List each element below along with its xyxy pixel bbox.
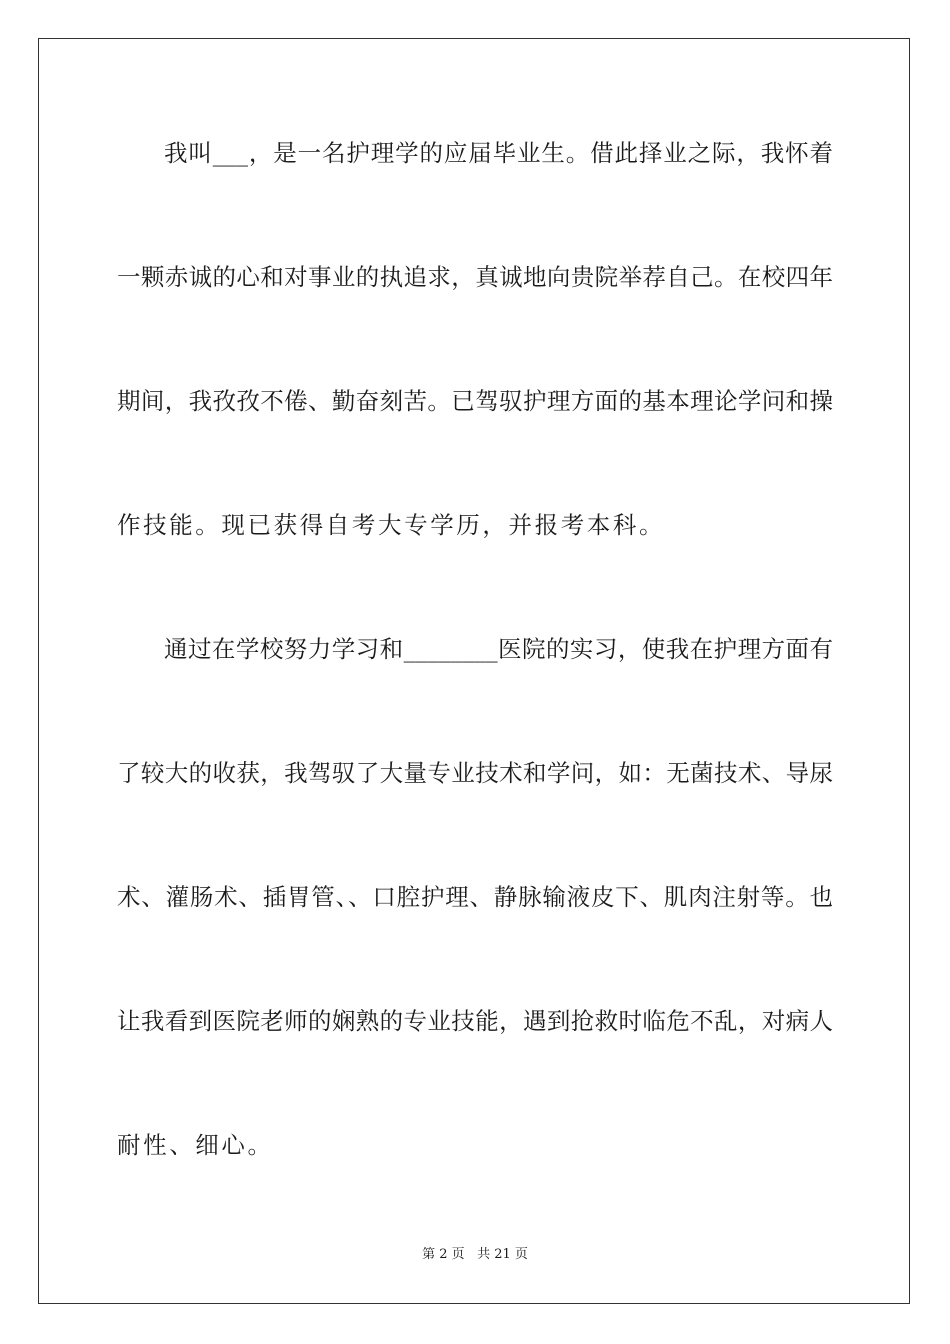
page-border [38, 38, 910, 1304]
paragraph-2-line-1: 通过在学校努力学习和________医院的实习，使我在护理方面有 [164, 635, 833, 663]
paragraph-2-line-2: 了较大的收获，我驾驭了大量专业技术和学问，如：无菌技术、导尿 [117, 759, 833, 787]
paragraph-1-line-2: 一颗赤诚的心和对事业的执追求，真诚地向贵院举荐自己。在校四年 [117, 263, 833, 291]
page-number: 第 2 页 [422, 1247, 465, 1262]
paragraph-2-line-5: 耐性、细心。 [117, 1131, 274, 1159]
total-pages: 共 21 页 [477, 1247, 528, 1262]
paragraph-2-line-4: 让我看到医院老师的娴熟的专业技能，遇到抢救时临危不乱，对病人 [117, 1007, 833, 1035]
paragraph-1-line-1: 我叫___，是一名护理学的应届毕业生。借此择业之际，我怀着 [164, 139, 833, 167]
paragraph-2-line-3: 术、灌肠术、插胃管、、口腔护理、静脉输液皮下、肌肉注射等。也 [117, 883, 833, 911]
paragraph-1-line-4: 作技能。现已获得自考大专学历，并报考本科。 [117, 511, 666, 539]
page-footer [0, 1246, 950, 1264]
paragraph-1-line-3: 期间，我孜孜不倦、勤奋刻苦。已驾驭护理方面的基本理论学问和操 [117, 387, 833, 415]
